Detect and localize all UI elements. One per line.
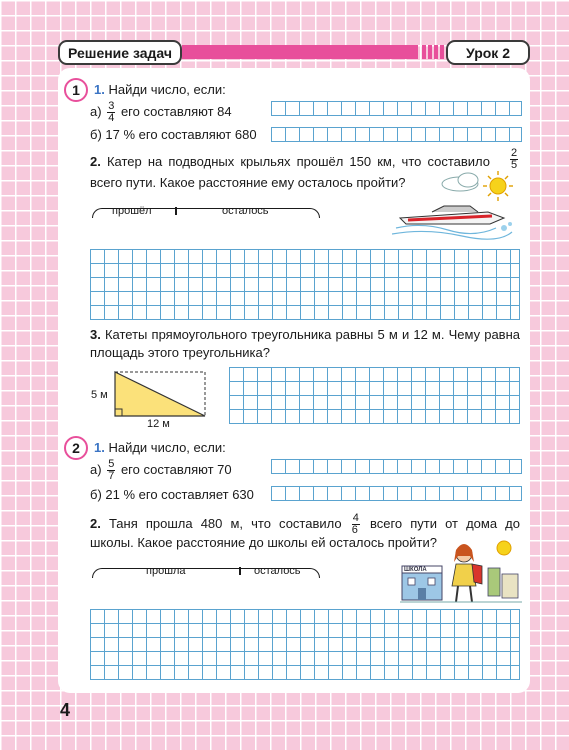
frac-denominator: 4 — [108, 112, 115, 124]
task-1-2-line1 — [90, 154, 490, 170]
frac-denominator: 5 — [511, 159, 518, 171]
task-1-2-line2: всего пути. Какое расстояние ему осталось пройти? — [90, 175, 406, 190]
task-1-3-line2: площадь этого треугольника? — [90, 345, 270, 360]
task-text: Таня прошла 480 м, что составило — [108, 515, 342, 531]
frac-denominator: 6 — [351, 524, 358, 536]
item-label: а) — [90, 103, 102, 119]
page-number: 4 — [60, 700, 71, 720]
section-badge-2: 2 — [64, 436, 88, 460]
task-text: Найди число, если: — [108, 440, 226, 455]
right-triangle-drawing — [112, 369, 208, 419]
frac-numerator: 5 — [108, 458, 115, 470]
item-text: 21 % его составляет 630 — [105, 487, 254, 502]
item-text: 17 % его составляют 680 — [105, 127, 257, 142]
answer-cells[interactable] — [271, 459, 522, 474]
answer-cells[interactable] — [271, 127, 522, 142]
segment-left-label: прошёл — [112, 205, 152, 217]
task-2-1-b — [90, 487, 254, 503]
segment-right-label: осталось — [222, 205, 269, 217]
segment-right-label: осталось — [254, 565, 301, 577]
solution-grid[interactable] — [90, 249, 520, 320]
header-stripes — [422, 45, 444, 59]
segment-left-label: прошла — [146, 565, 186, 577]
fraction — [352, 513, 360, 536]
frac-denominator: 7 — [108, 470, 115, 482]
frac-numerator: 2 — [511, 147, 518, 159]
answer-cells[interactable] — [271, 101, 522, 116]
task-1-1-heading — [94, 82, 226, 98]
task-1-1-a — [90, 101, 232, 124]
task-text: Катеты прямоугольного треугольника равны 5 м и 12 м. Чему равна — [104, 327, 520, 342]
hydrofoil-boat-illustration — [392, 198, 520, 240]
task-number: 3. — [90, 327, 101, 342]
task-number: 2. — [90, 154, 101, 169]
fraction — [107, 101, 115, 124]
solution-grid[interactable] — [90, 609, 520, 680]
task-2-2-line2: школы. Какое расстояние до школы ей осталось пройти? — [90, 535, 437, 550]
task-2-2-line1 — [90, 513, 520, 536]
frac-numerator: 3 — [108, 100, 115, 112]
item-label: б) — [90, 127, 102, 142]
triangle-side-label: 5 м — [91, 389, 108, 401]
item-text: его составляют 84 — [120, 103, 232, 119]
item-text: его составляют 70 — [120, 461, 232, 477]
task-1-1-b — [90, 127, 257, 143]
header-bar — [182, 45, 418, 59]
task-text: всего пути от дома до — [369, 515, 520, 531]
frac-numerator: 4 — [352, 512, 359, 524]
task-number: 1. — [94, 440, 105, 455]
section-title: Решение задач — [58, 40, 182, 65]
item-label: а) — [90, 461, 102, 477]
triangle-base-label: 12 м — [147, 418, 170, 430]
task-text: Катер на подводных крыльях прошёл 150 км, что составило — [106, 154, 490, 169]
school-sign: ШКОЛА — [404, 567, 427, 573]
task-2-1-a — [90, 459, 232, 482]
solution-grid[interactable] — [229, 367, 520, 424]
answer-cells[interactable] — [271, 486, 522, 501]
task-2-1-heading — [94, 440, 226, 456]
task-number: 1. — [94, 82, 105, 97]
task-1-3-line1 — [90, 327, 520, 343]
lesson-title: Урок 2 — [446, 40, 530, 65]
section-badge-1: 1 — [64, 78, 88, 102]
fraction — [107, 459, 115, 482]
task-text: Найди число, если: — [108, 82, 226, 97]
item-label: б) — [90, 487, 102, 502]
task-number: 2. — [90, 515, 101, 531]
